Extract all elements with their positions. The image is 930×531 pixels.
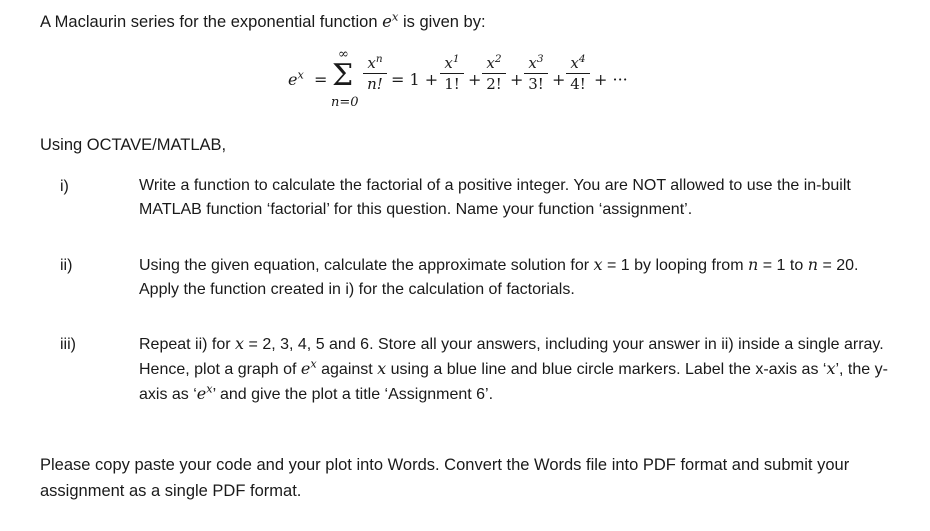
term-2: $x^2$ 2!	[482, 54, 506, 93]
item-number-i: i)	[60, 178, 69, 195]
term-3: $x^3$ 3!	[524, 54, 548, 93]
formula-tail: + ···	[594, 70, 628, 89]
plus-2: +	[510, 70, 524, 89]
item-number-iii: iii)	[60, 336, 76, 353]
equals-one-plus: = 1 +	[391, 70, 439, 89]
term-4: $x^4$ 4!	[566, 54, 590, 93]
term-1: $x^1$ 1!	[440, 54, 464, 93]
maclaurin-formula	[288, 47, 668, 130]
intro-line	[40, 9, 486, 32]
intro-suffix: is given by:	[403, 13, 486, 31]
general-term: $x^n$ n!	[363, 54, 387, 93]
submission-instructions: Please copy paste your code and your plot into Words. Convert the Words file into PDF format and submit your assignment as a single PDF format.	[40, 456, 850, 500]
sigma-lower: n=0	[331, 95, 359, 110]
formula-equals: =	[314, 70, 328, 89]
intro-text: A Maclaurin series for the exponential function	[40, 13, 378, 31]
item-text-ii: Using the given equation, calculate the approximate solution for x = 1 by looping from n = 1 to n = 20. Apply the function created in i) for the calculation of factorials.	[139, 255, 859, 298]
formula-lhs: $e^x$	[288, 68, 304, 89]
item-text-i: Write a function to calculate the factorial of a positive integer. You are NOT allowed to use the in-built MATLAB function ‘factorial’ for this question. Name your function ‘assignment’.	[139, 177, 851, 218]
plus-1: +	[468, 70, 482, 89]
item-text-iii: Repeat ii) for x = 2, 3, 4, 5 and 6. Store all your answers, including your answer in ii) inside a single array. Hence, plot a graph of $e^x$ against x using a blue line and blue circle markers. Label the x-axis as ‘x’, the y-axis as ‘$e^x$’ and give the plot a title ‘Assignment 6’.	[139, 334, 888, 403]
sigma-symbol: Σ	[332, 58, 354, 93]
section-heading: Using OCTAVE/MATLAB,	[40, 136, 227, 154]
sigma-upper: ∞	[338, 47, 349, 62]
item-number-ii: ii)	[60, 257, 73, 274]
intro-fn: $e^x$	[382, 9, 399, 31]
plus-3: +	[552, 70, 566, 89]
